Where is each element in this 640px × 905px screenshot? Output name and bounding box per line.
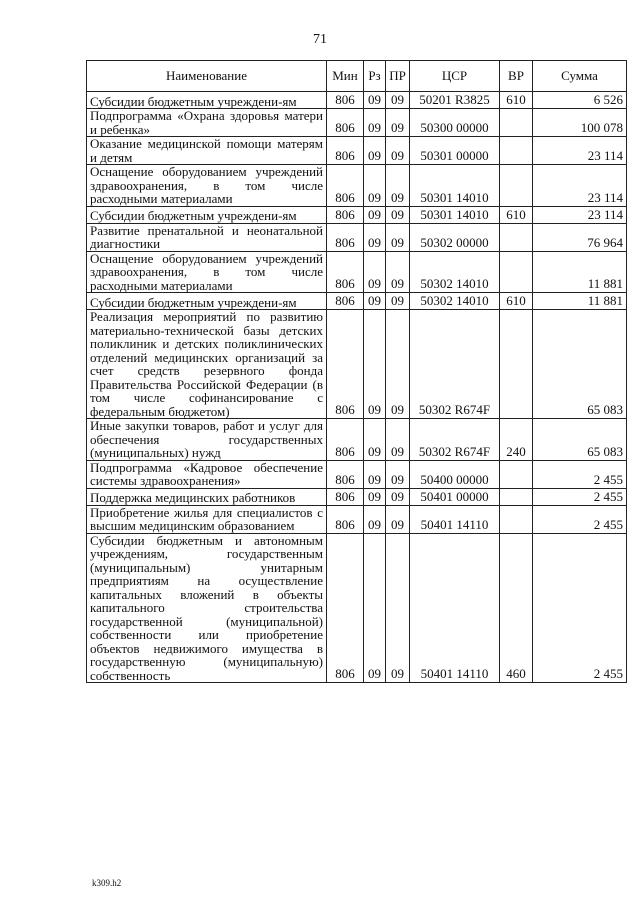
row-pr: 09 — [386, 505, 410, 533]
row-vr — [500, 505, 533, 533]
row-vr — [500, 165, 533, 207]
row-name: Оказание медицинской помощи матерям и детям — [87, 137, 327, 165]
header-name: Наименование — [87, 61, 327, 92]
row-name: Развитие пренатальной и неонатальной диагностики — [87, 223, 327, 251]
table-row — [87, 251, 627, 293]
row-min: 806 — [327, 419, 364, 461]
budget-table — [86, 60, 627, 683]
row-sum: 6 526 — [533, 92, 627, 109]
row-sum: 23 114 — [533, 137, 627, 165]
row-vr — [500, 109, 533, 137]
row-vr — [500, 137, 533, 165]
row-csr: 50302 14010 — [410, 293, 500, 310]
row-vr: 610 — [500, 293, 533, 310]
row-csr: 50400 00000 — [410, 460, 500, 488]
row-name: Субсидии бюджетным учреждени-ям — [87, 92, 327, 109]
table-row — [87, 488, 627, 505]
row-min: 806 — [327, 460, 364, 488]
row-csr: 50302 00000 — [410, 223, 500, 251]
row-sum: 11 881 — [533, 251, 627, 293]
table-row — [87, 223, 627, 251]
row-min: 806 — [327, 251, 364, 293]
row-sum: 76 964 — [533, 223, 627, 251]
row-rz: 09 — [364, 310, 386, 419]
row-rz: 09 — [364, 165, 386, 207]
row-pr: 09 — [386, 293, 410, 310]
row-csr: 50201 R3825 — [410, 92, 500, 109]
row-rz: 09 — [364, 251, 386, 293]
row-min: 806 — [327, 533, 364, 683]
row-vr — [500, 488, 533, 505]
header-csr: ЦСР — [410, 61, 500, 92]
row-rz: 09 — [364, 109, 386, 137]
row-pr: 09 — [386, 165, 410, 207]
table-row — [87, 419, 627, 461]
row-rz: 09 — [364, 533, 386, 683]
row-sum: 2 455 — [533, 533, 627, 683]
header-min: Мин — [327, 61, 364, 92]
row-vr — [500, 223, 533, 251]
row-min: 806 — [327, 109, 364, 137]
header-pr: ПР — [386, 61, 410, 92]
row-sum: 2 455 — [533, 488, 627, 505]
row-vr — [500, 310, 533, 419]
row-pr: 09 — [386, 419, 410, 461]
row-min: 806 — [327, 137, 364, 165]
row-rz: 09 — [364, 92, 386, 109]
row-csr: 50302 R674F — [410, 419, 500, 461]
row-vr — [500, 460, 533, 488]
table-header-row — [87, 61, 627, 92]
table-row — [87, 533, 627, 683]
table-row — [87, 310, 627, 419]
row-pr: 09 — [386, 223, 410, 251]
row-name: Субсидии бюджетным учреждени-ям — [87, 293, 327, 310]
row-sum: 11 881 — [533, 293, 627, 310]
header-rz: Рз — [364, 61, 386, 92]
row-pr: 09 — [386, 460, 410, 488]
row-vr: 610 — [500, 92, 533, 109]
row-rz: 09 — [364, 223, 386, 251]
row-pr: 09 — [386, 310, 410, 419]
row-sum: 23 114 — [533, 165, 627, 207]
table-row — [87, 109, 627, 137]
row-min: 806 — [327, 92, 364, 109]
table-row — [87, 460, 627, 488]
table-row — [87, 92, 627, 109]
row-min: 806 — [327, 206, 364, 223]
footer-code: k309.h2 — [92, 878, 122, 888]
row-csr: 50302 14010 — [410, 251, 500, 293]
row-sum: 65 083 — [533, 310, 627, 419]
row-vr — [500, 251, 533, 293]
row-csr: 50300 00000 — [410, 109, 500, 137]
row-pr: 09 — [386, 488, 410, 505]
row-vr: 460 — [500, 533, 533, 683]
row-pr: 09 — [386, 533, 410, 683]
row-name: Оснащение оборудованием учреждений здравоохранения, в том числе расходными материалами — [87, 165, 327, 207]
row-rz: 09 — [364, 206, 386, 223]
row-vr: 610 — [500, 206, 533, 223]
row-name: Подпрограмма «Кадровое обеспечение системы здравоохранения» — [87, 460, 327, 488]
row-sum: 23 114 — [533, 206, 627, 223]
table-row — [87, 165, 627, 207]
row-name: Поддержка медицинских работников — [87, 488, 327, 505]
row-vr: 240 — [500, 419, 533, 461]
table-row — [87, 505, 627, 533]
table-row — [87, 137, 627, 165]
row-csr: 50401 00000 — [410, 488, 500, 505]
table-row — [87, 206, 627, 223]
row-min: 806 — [327, 505, 364, 533]
row-min: 806 — [327, 165, 364, 207]
row-name: Субсидии бюджетным и автономным учреждениям, государственным (муниципальным) унитарным предприятиям на осуществление капитальных вложений в объекты капитального строительства государственной (муниципальной) собственности или приобретение объектов недвижимого имущества в государственную (муниципальную) собственность — [87, 533, 327, 683]
row-name: Субсидии бюджетным учреждени-ям — [87, 206, 327, 223]
table-row — [87, 293, 627, 310]
row-pr: 09 — [386, 109, 410, 137]
row-min: 806 — [327, 310, 364, 419]
row-rz: 09 — [364, 505, 386, 533]
row-csr: 50302 R674F — [410, 310, 500, 419]
row-csr: 50301 00000 — [410, 137, 500, 165]
row-min: 806 — [327, 488, 364, 505]
row-csr: 50401 14110 — [410, 505, 500, 533]
header-sum: Сумма — [533, 61, 627, 92]
row-sum: 2 455 — [533, 460, 627, 488]
row-name: Приобретение жилья для специалистов с высшим медицинским образованием — [87, 505, 327, 533]
row-csr: 50301 14010 — [410, 206, 500, 223]
row-rz: 09 — [364, 293, 386, 310]
row-pr: 09 — [386, 92, 410, 109]
row-name: Реализация мероприятий по развитию материально-технической базы детских поликлиник и детских поликлинических отделений медицинских организаций за счет средств резервного фонда Правительства Российской Федерации (в том числе софинансирование с федеральным бюджетом) — [87, 310, 327, 419]
row-rz: 09 — [364, 460, 386, 488]
row-sum: 100 078 — [533, 109, 627, 137]
row-name: Оснащение оборудованием учреждений здравоохранения, в том числе расходными материалами — [87, 251, 327, 293]
row-rz: 09 — [364, 137, 386, 165]
row-pr: 09 — [386, 251, 410, 293]
row-rz: 09 — [364, 488, 386, 505]
row-csr: 50301 14010 — [410, 165, 500, 207]
row-name: Иные закупки товаров, работ и услуг для обеспечения государственных (муниципальных) нужд — [87, 419, 327, 461]
header-vr: ВР — [500, 61, 533, 92]
page-number: 71 — [313, 32, 327, 47]
row-sum: 2 455 — [533, 505, 627, 533]
row-min: 806 — [327, 293, 364, 310]
row-pr: 09 — [386, 206, 410, 223]
row-pr: 09 — [386, 137, 410, 165]
row-csr: 50401 14110 — [410, 533, 500, 683]
row-rz: 09 — [364, 419, 386, 461]
row-min: 806 — [327, 223, 364, 251]
row-sum: 65 083 — [533, 419, 627, 461]
row-name: Подпрограмма «Охрана здоровья матери и ребенка» — [87, 109, 327, 137]
